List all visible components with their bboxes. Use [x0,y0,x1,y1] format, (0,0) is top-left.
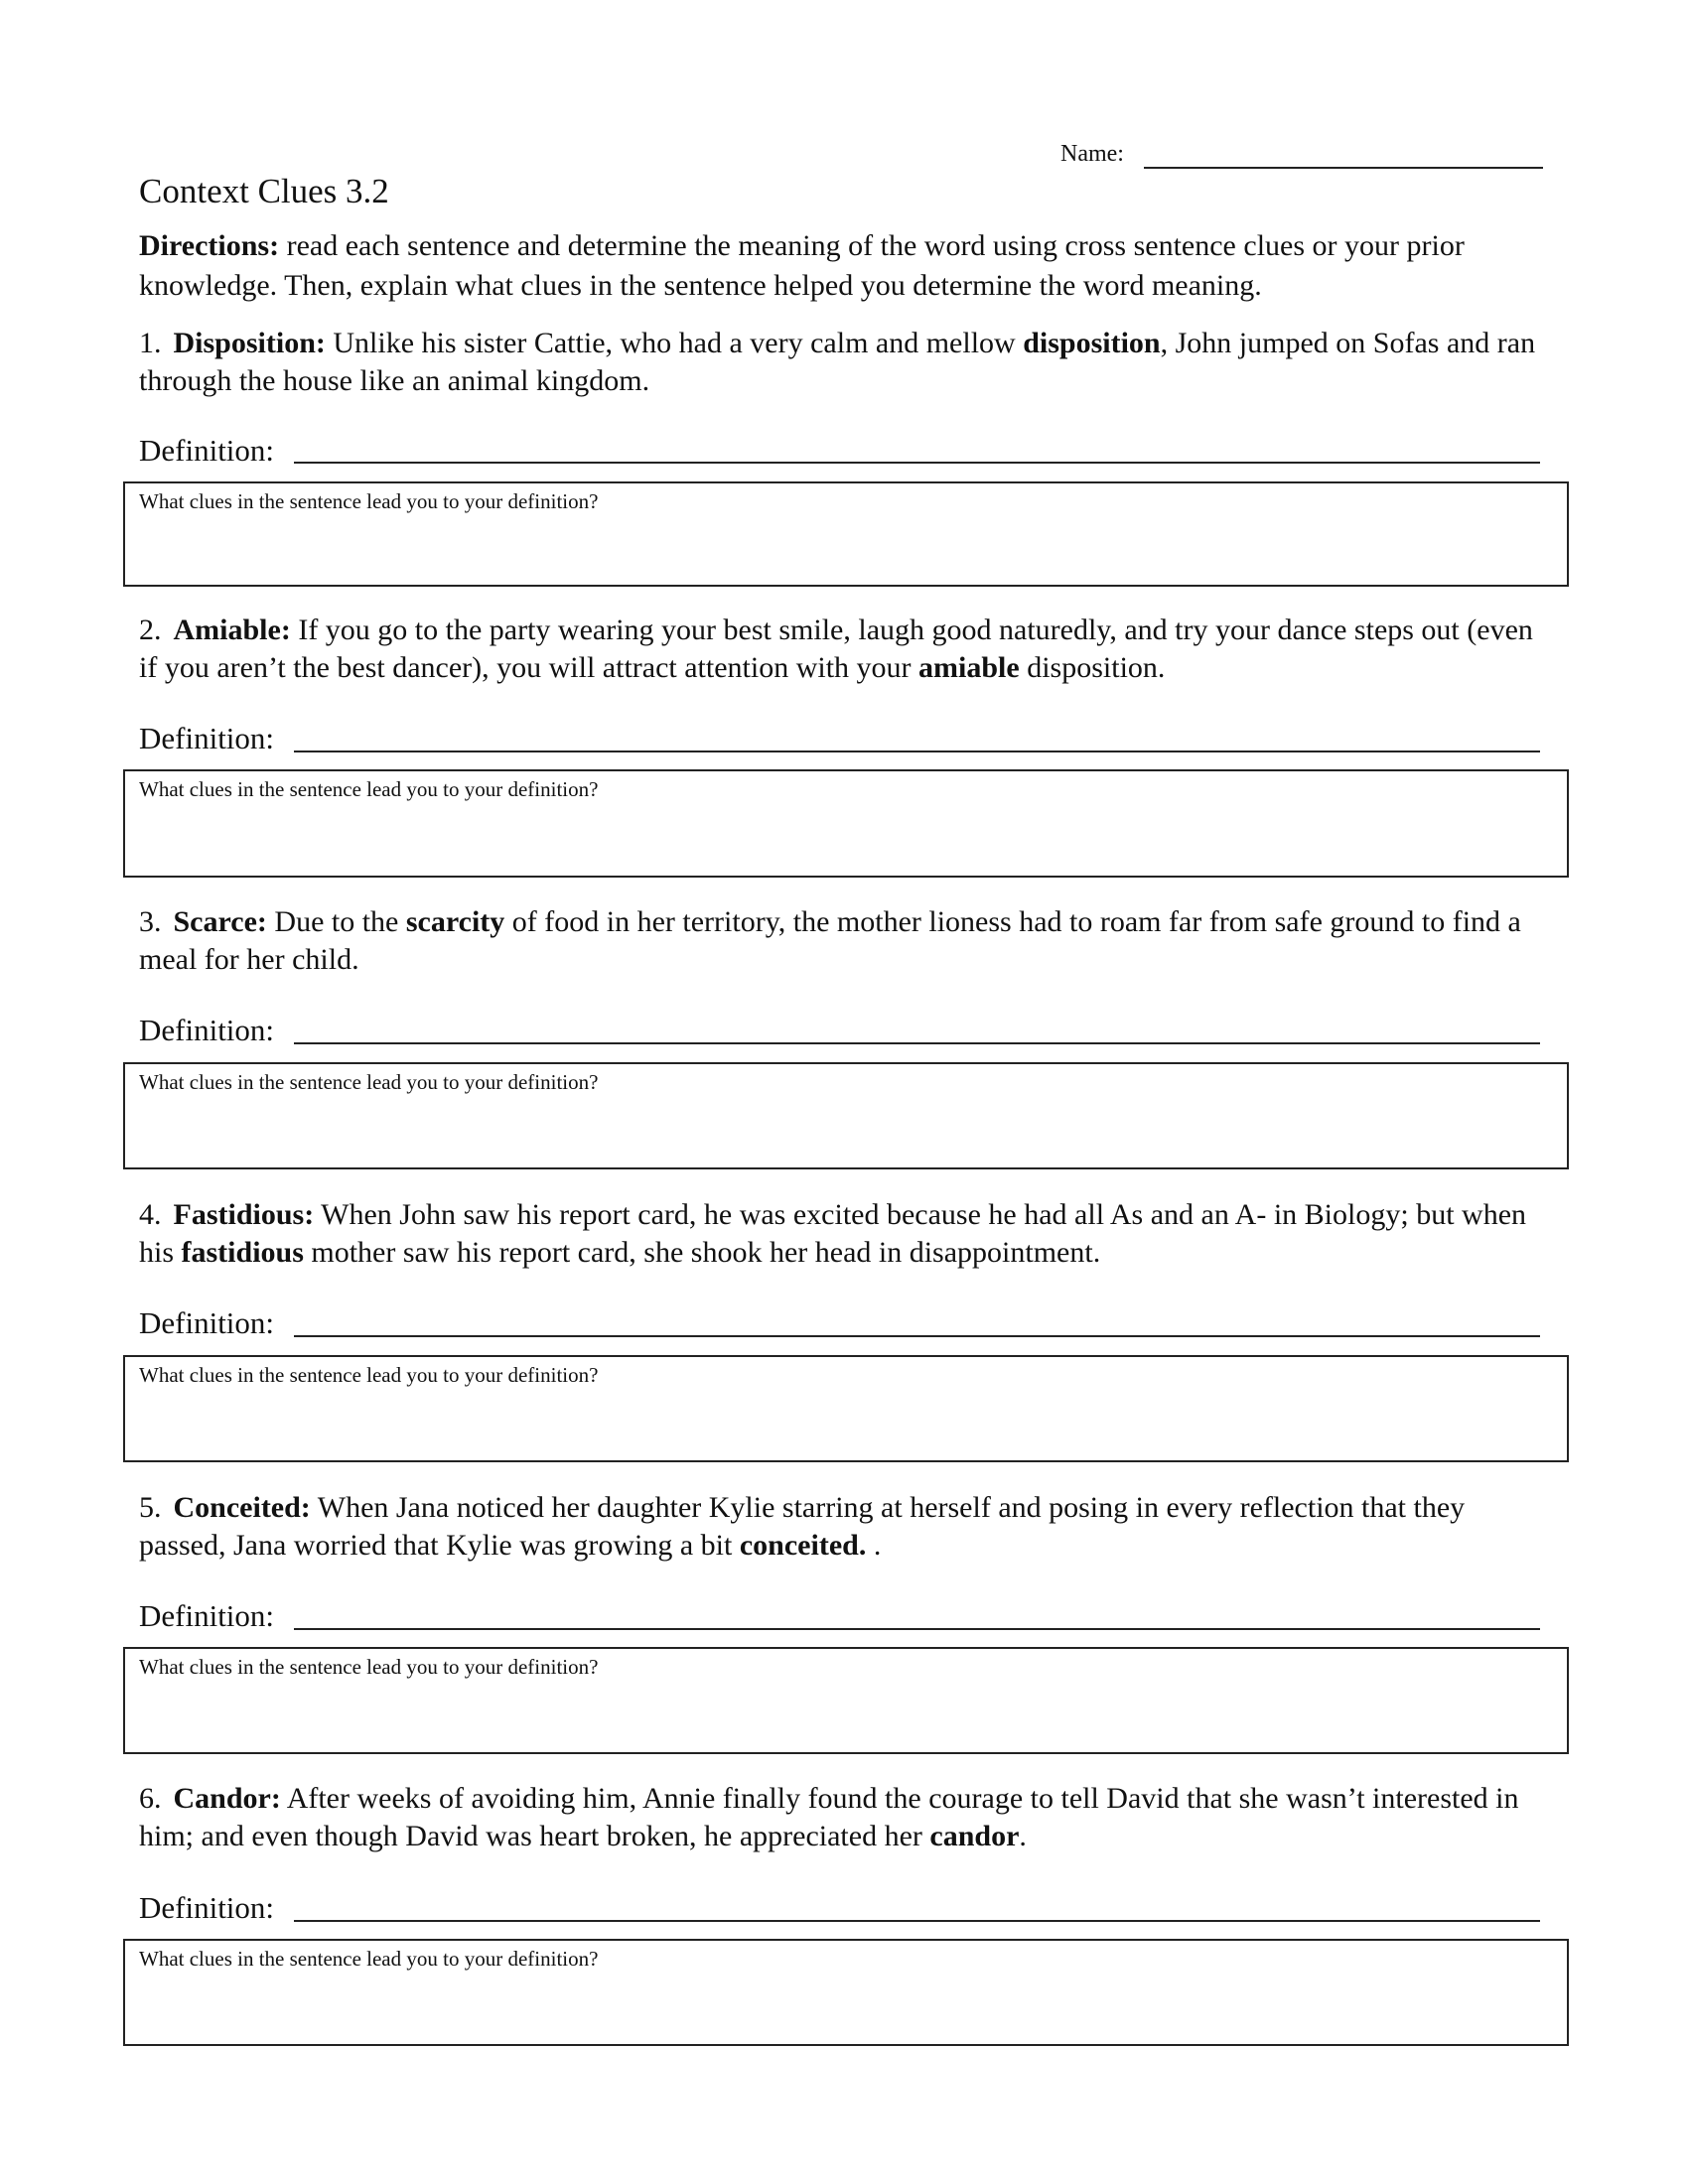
vocab-word: Candor: [173,1782,281,1815]
highlighted-word: fastidious [181,1236,304,1269]
sentence-part: . [1019,1820,1027,1852]
question-1 [139,325,1549,400]
highlighted-word: conceited. [739,1529,867,1562]
sentence-part: If you go to the party wearing your best smile, laugh good naturedly, and try your dance steps out (even if you aren’t the best dancer), you will attract attention with your [139,614,1533,684]
clue-prompt: What clues in the sentence lead you to your definition? [139,1655,599,1679]
definition-line[interactable] [294,1920,1540,1922]
clue-prompt: What clues in the sentence lead you to your definition? [139,1363,599,1387]
definition-line[interactable] [294,751,1540,752]
question-6 [139,1780,1549,1855]
question-2 [139,612,1549,687]
question-number: 4. [139,1198,162,1231]
clue-box[interactable] [123,481,1569,587]
question-5 [139,1489,1549,1565]
definition-line[interactable] [294,462,1540,464]
clue-prompt: What clues in the sentence lead you to your definition? [139,489,599,513]
clue-prompt: What clues in the sentence lead you to your definition? [139,777,599,801]
sentence-part: Unlike his sister Cattie, who had a very calm and mellow [325,327,1024,359]
definition-label: Definition: [139,1013,275,1047]
question-4 [139,1196,1549,1272]
question-number: 3. [139,905,162,938]
question-number: 5. [139,1491,162,1524]
definition-line[interactable] [294,1335,1540,1337]
sentence-part: Due to the [266,905,406,938]
question-number: 1. [139,327,162,359]
definition-label: Definition: [139,433,275,468]
name-field-line[interactable] [1144,167,1543,169]
question-number: 6. [139,1782,162,1815]
definition-line[interactable] [294,1042,1540,1044]
directions-text [139,226,1549,306]
vocab-word: Amiable: [173,614,291,646]
highlighted-word: disposition [1023,327,1161,359]
clue-prompt: What clues in the sentence lead you to your definition? [139,1947,599,1971]
sentence-part: , John jumped on Sofas and ran through the house like an animal kingdom. [139,327,1536,397]
sentence-part: When Jana noticed her daughter Kylie starring at herself and posing in every reflection that they passed, Jana worried that Kylie was growing a bit [139,1491,1466,1562]
definition-label: Definition: [139,1305,275,1340]
highlighted-word: scarcity [405,905,505,938]
vocab-word: Fastidious: [173,1198,315,1231]
definition-label: Definition: [139,1598,275,1633]
vocab-word: Scarce: [173,905,267,938]
directions-label: Directions: [139,229,280,262]
sentence-part: When John saw his report card, he was excited because he had all As and an A- in Biology; but when his [139,1198,1527,1269]
worksheet-title: Context Clues 3.2 [139,172,389,210]
clue-box[interactable] [123,1062,1569,1169]
sentence-part: . [866,1529,882,1562]
vocab-word: Conceited: [173,1491,311,1524]
question-number: 2. [139,614,162,646]
clue-box[interactable] [123,1355,1569,1462]
clue-prompt: What clues in the sentence lead you to your definition? [139,1070,599,1094]
sentence-part: disposition. [1019,651,1166,684]
name-label: Name: [1060,141,1124,167]
directions-body: read each sentence and determine the meaning of the word using cross sentence clues or your prior knowledge. Then, explain what clues in the sentence helped you determine the word meaning. [139,229,1465,302]
clue-box[interactable] [123,1939,1569,2046]
highlighted-word: amiable [918,651,1020,684]
highlighted-word: candor [929,1820,1020,1852]
definition-line[interactable] [294,1628,1540,1630]
definition-label: Definition: [139,1890,275,1925]
sentence-part: After weeks of avoiding him, Annie finally found the courage to tell David that she wasn’t interested in him; and even though David was heart broken, he appreciated her [139,1782,1519,1852]
clue-box[interactable] [123,1647,1569,1754]
sentence-part: mother saw his report card, she shook her head in disappointment. [303,1236,1101,1269]
definition-label: Definition: [139,721,275,755]
sentence-part: of food in her territory, the mother lioness had to roam far from safe ground to find a meal for her child. [139,905,1521,976]
question-3 [139,903,1549,979]
clue-box[interactable] [123,769,1569,878]
vocab-word: Disposition: [173,327,326,359]
